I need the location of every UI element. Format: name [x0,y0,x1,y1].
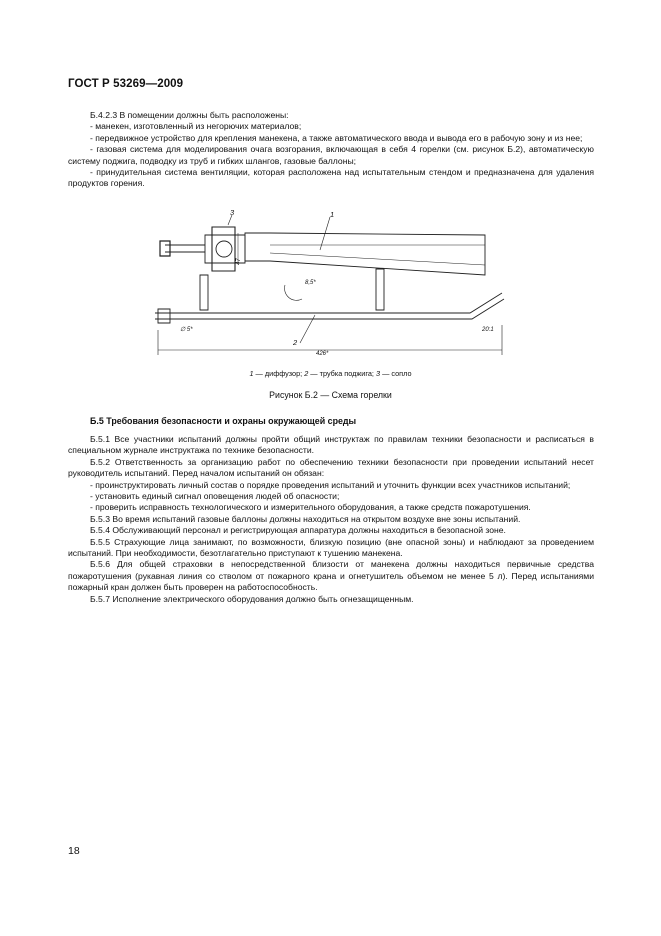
section-heading: Б.5 Требования безопасности и охраны окружающей среды [90,416,357,426]
burner-diagram [150,205,520,360]
list-item: - газовая система для моделирования очага возгорания, включающая в себя 4 горелки (см. рисунок Б.2), автоматическую систему поджига, подводку из труб и гибких шлангов, газовые баллоны; [68,144,594,166]
paragraph: Б.5.1 Все участники испытаний должны пройти общий инструктаж по правилам техники безопасности и расписаться в специальном журнале инструктажа по технике безопасности. [68,434,594,456]
list-item: - проверить исправность технологического и измерительного оборудования, а также средств пожаротушения. [90,502,531,513]
angle-arc [285,285,302,300]
paragraph: Б.5.2 Ответственность за организацию работ по обеспечению техники безопасности при проведении испытаний несет руководитель испытаний. Перед началом испытаний он обязан: [68,456,594,479]
legend-number: 3 [375,369,381,378]
section-b5 [68,434,594,605]
support-left [200,275,208,310]
dim-5: ∅ 5* [180,327,193,333]
diffuser-outline [245,233,485,275]
page-number: 18 [68,845,80,857]
label-3: 3 [230,208,235,217]
section-b423 [68,110,594,190]
figure-legend [0,369,661,378]
nozzle-ring [216,241,232,257]
pilot-tube [155,293,504,319]
label-2: 2 [293,338,298,347]
dim-8-5: 8,5* [305,280,316,286]
paragraph: Б.5.3 Во время испытаний газовые баллоны должны находиться на открытом воздухе вне зоны испытаний. [90,513,521,524]
paragraph: Б.5.7 Исполнение электрического оборудования должно быть огнезащищенным. [90,593,414,604]
document-header: ГОСТ Р 53269—2009 [68,78,184,90]
pilot-tube-end [158,309,170,323]
paragraph: Б.5.5 Страхующие лица занимают, по возможности, близкую позицию (вне опасной зоны) и наблюдают за проведением испытаний. При необходимости, безотлагательно приступают к тушению манекена. [68,536,594,559]
support-right [376,269,384,310]
fitting [160,241,170,256]
legend-number: 1 [249,369,254,378]
dim-20: 20:1 [482,327,494,333]
diffuser-inner [270,245,485,265]
dimension-426 [158,325,502,355]
dim-426: 426* [316,351,329,355]
figure-caption: Рисунок Б.2 — Схема горелки [269,390,392,400]
dim-47: 47 [236,258,242,265]
nozzle-tube [165,245,205,252]
paragraph: Б.4.2.3 В помещении должны быть расположены: [90,110,289,120]
list-item: - принудительная система вентиляции, которая расположена над испытательным стендом и предназначена для удаления продуктов горения. [68,167,594,189]
list-item: - проинструктировать личный состав о порядке проведения испытаний и уточнить функции всех участников испытаний; [90,479,571,490]
list-item: - установить единый сигнал оповещения людей об опасности; [90,491,340,502]
burner-drawing [150,205,520,355]
paragraph: Б.5.6 Для общей страховки в непосредственной близости от манекена должны находиться первичные средства пожаротушения (рукавная линия со стволом от пожарного крана и огнетушитель объемом не менее 5 л). Перед испытаниями пожарный кран должен быть проверен на работоспособность. [68,559,594,593]
label-1: 1 [330,210,335,219]
legend-text: — трубка поджига; [308,369,376,378]
paragraph: Б.5.4 Обслуживающий персонал и регистрирующая аппаратура должны находиться в безопасной зоне. [90,525,506,536]
legend-text: — сопло [380,369,412,378]
legend-text: — диффузор; [253,369,305,378]
list-item: - передвижное устройство для крепления манекена, а также автоматического ввода и вывода его в рабочую зону и из нее; [90,132,583,143]
list-item: - манекен, изготовленный из негорючих материалов; [90,121,302,132]
legend-number: 2 [304,369,309,378]
